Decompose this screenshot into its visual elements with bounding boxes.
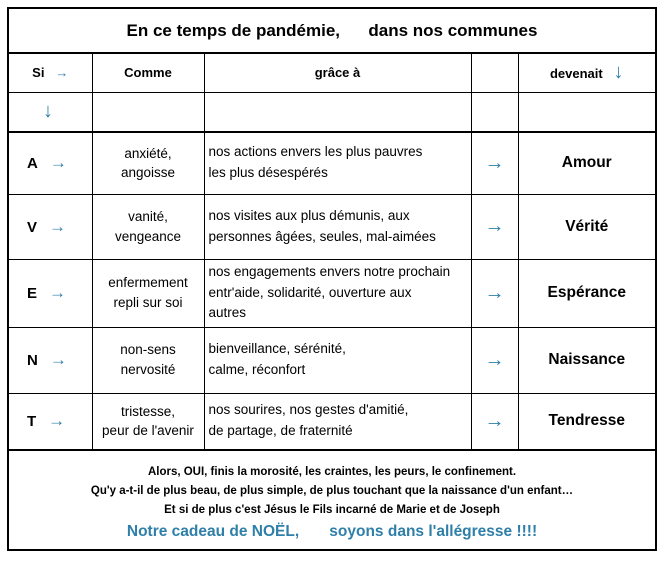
row-word: Espérance	[518, 259, 655, 327]
right-arrow-icon: →	[49, 350, 67, 369]
row-letter: A →	[9, 132, 92, 194]
right-arrow-icon: →	[49, 153, 67, 173]
row-comme: vanité, vengeance	[92, 194, 204, 259]
right-arrow-icon: →	[484, 281, 505, 304]
row-word: Amour	[518, 132, 655, 194]
document-frame	[7, 7, 657, 551]
acrostic-table	[9, 54, 655, 451]
row-word: Naissance	[518, 327, 655, 393]
row-word: Vérité	[518, 194, 655, 259]
row-grace: nos visites aux plus démunis, aux personnes âgées, seules, mal-aimées	[204, 194, 471, 259]
row-arrow	[471, 132, 518, 194]
header-grace: grâce à	[204, 54, 471, 92]
row-arrow	[471, 393, 518, 450]
row-letter: N →	[9, 327, 92, 393]
right-arrow-icon: →	[55, 65, 69, 81]
row-comme: anxiété, angoisse	[92, 132, 204, 194]
row-grace: nos engagements envers notre prochain entr'aide, solidarité, ouverture aux autres	[204, 259, 471, 327]
row-comme: enfermement repli sur soi	[92, 259, 204, 327]
header-row	[9, 54, 655, 92]
row-grace: bienveillance, sérénité, calme, réconfort	[204, 327, 471, 393]
row-letter: T →	[9, 393, 92, 450]
page-title: En ce temps de pandémie, dans nos communes	[9, 9, 655, 54]
row-comme: tristesse, peur de l'avenir	[92, 393, 204, 450]
right-arrow-icon: →	[49, 283, 67, 302]
table-row	[9, 132, 655, 194]
row-grace: nos sourires, nos gestes d'amitié, de partage, de fraternité	[204, 393, 471, 450]
row-letter: E →	[9, 259, 92, 327]
row-letter: V →	[9, 194, 92, 259]
down-arrow-icon: ↓	[613, 61, 624, 84]
footer-line: Qu'y a-t-il de plus beau, de plus simple, de plus touchant que la naissance d'un enfant…	[90, 485, 574, 497]
subheader-empty	[518, 92, 655, 132]
right-arrow-icon: →	[484, 215, 505, 237]
right-arrow-icon: →	[484, 151, 505, 174]
footer-message	[9, 463, 655, 544]
subheader-empty	[204, 92, 471, 132]
row-arrow	[471, 194, 518, 259]
subheader-row	[9, 92, 655, 132]
table-row	[9, 259, 655, 327]
footer-line: Alors, OUI, finis la morosité, les craintes, les peurs, le confinement.	[147, 466, 517, 478]
header-devenait: devenait ↓	[518, 54, 655, 92]
subheader-si	[9, 92, 92, 132]
right-arrow-icon: →	[484, 348, 505, 371]
header-si: Si →	[9, 54, 92, 92]
table-row	[9, 393, 655, 450]
table-row	[9, 327, 655, 393]
row-arrow	[471, 259, 518, 327]
row-comme: non-sens nervosité	[92, 327, 204, 393]
right-arrow-icon: →	[48, 411, 66, 431]
right-arrow-icon: →	[49, 216, 67, 236]
header-comme: Comme	[92, 54, 204, 92]
footer-line: Et si de plus c'est Jésus le Fils incarné de Marie et de Joseph	[164, 504, 500, 516]
subheader-empty	[92, 92, 204, 132]
table-row	[9, 194, 655, 259]
right-arrow-icon: →	[484, 409, 505, 432]
down-arrow-icon: ↓	[43, 100, 53, 123]
header-empty	[471, 54, 518, 92]
subheader-empty	[471, 92, 518, 132]
row-word: Tendresse	[518, 393, 655, 450]
row-grace: nos actions envers les plus pauvres les plus désespérés	[204, 132, 471, 194]
row-arrow	[471, 327, 518, 393]
footer-closing-line: Notre cadeau de NOËL, soyons dans l'allégresse !!!!	[126, 523, 538, 540]
